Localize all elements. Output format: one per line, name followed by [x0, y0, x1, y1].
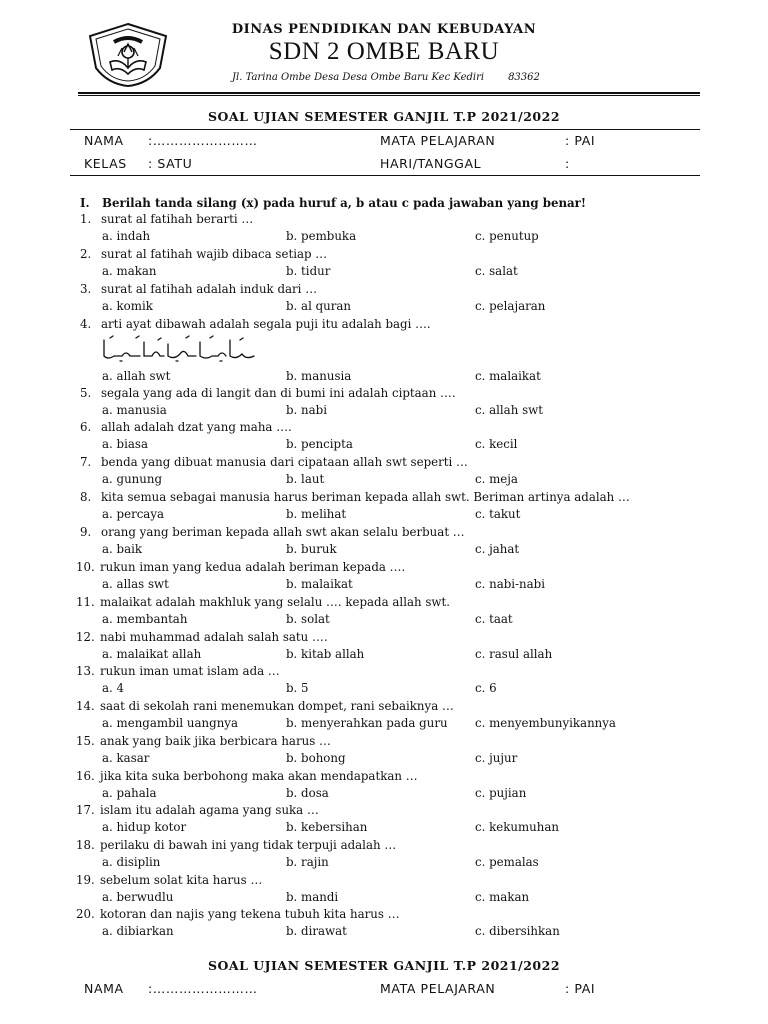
agency-name: DINAS PENDIDIKAN DAN KEBUDAYAN: [231, 22, 537, 37]
question-number: 11.: [76, 595, 95, 609]
option-a[interactable]: a. kasar: [102, 751, 150, 765]
option-b[interactable]: b. pencipta: [286, 437, 353, 451]
option-a[interactable]: a. disiplin: [102, 855, 161, 869]
option-b[interactable]: b. dosa: [286, 786, 329, 800]
option-c[interactable]: c. allah swt: [475, 403, 543, 417]
question-text: rukun iman yang kedua adalah beriman kepada ….: [100, 560, 406, 574]
question-number: 2.: [80, 247, 92, 261]
question-text: malaikat adalah makhluk yang selalu …. kepada allah swt.: [100, 595, 450, 609]
option-c[interactable]: c. kecil: [475, 437, 518, 451]
option-c[interactable]: c. makan: [475, 890, 530, 904]
question-number: 9.: [80, 525, 92, 539]
question-number: 17.: [76, 803, 95, 817]
option-c[interactable]: c. 6: [475, 681, 497, 695]
class-label: KELAS: [84, 156, 127, 171]
date-label: HARI/TANGGAL: [380, 156, 482, 171]
option-a[interactable]: a. baik: [102, 542, 143, 556]
question-number: 8.: [80, 490, 92, 504]
question-number: 7.: [80, 455, 92, 469]
option-a[interactable]: a. percaya: [102, 507, 165, 521]
option-a[interactable]: a. 4: [102, 681, 125, 695]
section-instruction: Berilah tanda silang (x) pada huruf a, b atau c pada jawaban yang benar!: [102, 196, 587, 210]
option-a[interactable]: a. dibiarkan: [102, 924, 174, 938]
option-c[interactable]: c. penutup: [475, 229, 539, 243]
option-c[interactable]: c. salat: [475, 264, 518, 278]
question-text: orang yang beriman kepada allah swt akan selalu berbuat …: [101, 525, 465, 539]
option-c[interactable]: c. jahat: [475, 542, 520, 556]
option-b[interactable]: b. manusia: [286, 369, 352, 383]
option-b[interactable]: b. laut: [286, 472, 325, 486]
question-number: 12.: [76, 630, 95, 644]
option-a[interactable]: a. indah: [102, 229, 151, 243]
date-field[interactable]: :: [565, 156, 570, 171]
option-b[interactable]: b. kitab allah: [286, 647, 365, 661]
question-text: anak yang baik jika berbicara harus …: [100, 734, 331, 748]
option-b[interactable]: b. rajin: [286, 855, 329, 869]
question-text: allah adalah dzat yang maha ….: [101, 420, 292, 434]
question-text: perilaku di bawah ini yang tidak terpuji adalah …: [100, 838, 397, 852]
option-a[interactable]: a. hidup kotor: [102, 820, 187, 834]
option-c[interactable]: c. pujian: [475, 786, 527, 800]
option-b[interactable]: b. menyerahkan pada guru: [286, 716, 448, 730]
question-text: segala yang ada di langit dan di bumi ini adalah ciptaan ….: [101, 386, 456, 400]
question-text: surat al fatihah berarti …: [101, 212, 254, 226]
option-a[interactable]: a. manusia: [102, 403, 167, 417]
option-c[interactable]: c. dibersihkan: [475, 924, 560, 938]
footer-name-label: NAMA: [84, 981, 124, 996]
arabic-verse-calligraphy: [100, 334, 260, 364]
option-a[interactable]: a. allas swt: [102, 577, 169, 591]
question-text: sebelum solat kita harus …: [100, 873, 263, 887]
question-number: 14.: [76, 699, 95, 713]
option-a[interactable]: a. makan: [102, 264, 157, 278]
option-b[interactable]: b. melihat: [286, 507, 347, 521]
option-b[interactable]: b. 5: [286, 681, 309, 695]
footer-subject-value: : PAI: [565, 981, 596, 996]
header-divider-thin: [78, 95, 700, 96]
exam-title: SOAL UJIAN SEMESTER GANJIL T.P 2021/2022: [207, 109, 561, 124]
class-value: : SATU: [148, 156, 193, 171]
subject-label: MATA PELAJARAN: [380, 133, 496, 148]
option-a[interactable]: a. komik: [102, 299, 153, 313]
question-number: 18.: [76, 838, 95, 852]
option-b[interactable]: b. solat: [286, 612, 330, 626]
question-number: 1.: [80, 212, 92, 226]
option-a[interactable]: a. berwudlu: [102, 890, 174, 904]
option-c[interactable]: c. pelajaran: [475, 299, 546, 313]
question-text: surat al fatihah wajib dibaca setiap …: [101, 247, 328, 261]
option-b[interactable]: b. kebersihan: [286, 820, 368, 834]
option-c[interactable]: c. malaikat: [475, 369, 541, 383]
question-number: 4.: [80, 317, 92, 331]
option-c[interactable]: c. nabi-nabi: [475, 577, 546, 591]
question-number: 13.: [76, 664, 95, 678]
question-number: 16.: [76, 769, 95, 783]
question-text: benda yang dibuat manusia dari cipataan allah swt seperti …: [101, 455, 468, 469]
question-text: kotoran dan najis yang tekena tubuh kita harus …: [100, 907, 400, 921]
option-b[interactable]: b. tidur: [286, 264, 331, 278]
name-label: NAMA: [84, 133, 124, 148]
option-c[interactable]: c. pemalas: [475, 855, 539, 869]
question-number: 15.: [76, 734, 95, 748]
name-field[interactable]: :……………………: [148, 133, 258, 148]
option-c[interactable]: c. taat: [475, 612, 513, 626]
option-c[interactable]: c. meja: [475, 472, 518, 486]
option-b[interactable]: b. dirawat: [286, 924, 347, 938]
option-b[interactable]: b. bohong: [286, 751, 346, 765]
school-address: Jl. Tarina Ombe Desa Desa Ombe Baru Kec Kediri 83362: [232, 72, 540, 83]
option-a[interactable]: a. allah swt: [102, 369, 171, 383]
option-a[interactable]: a. malaikat allah: [102, 647, 202, 661]
footer-exam-title: SOAL UJIAN SEMESTER GANJIL T.P 2021/2022: [207, 958, 561, 973]
footer-name-field[interactable]: :……………………: [148, 981, 258, 996]
question-number: 10.: [76, 560, 95, 574]
question-text: kita semua sebagai manusia harus beriman kepada allah swt. Beriman artinya adalah …: [101, 490, 630, 504]
info-bottom-rule: [70, 175, 700, 176]
option-b[interactable]: b. al quran: [286, 299, 352, 313]
option-c[interactable]: c. jujur: [475, 751, 518, 765]
option-c[interactable]: c. kekumuhan: [475, 820, 559, 834]
option-c[interactable]: c. menyembunyikannya: [475, 716, 616, 730]
info-top-rule: [70, 129, 700, 130]
option-a[interactable]: a. pahala: [102, 786, 157, 800]
question-text: islam itu adalah agama yang suka …: [100, 803, 319, 817]
question-text: nabi muhammad adalah salah satu ….: [100, 630, 328, 644]
footer-subject-label: MATA PELAJARAN: [380, 981, 496, 996]
question-text: arti ayat dibawah adalah segala puji itu adalah bagi ….: [101, 317, 431, 331]
question-number: 3.: [80, 282, 92, 296]
option-b[interactable]: b. mandi: [286, 890, 339, 904]
option-a[interactable]: a. membantah: [102, 612, 188, 626]
option-a[interactable]: a. biasa: [102, 437, 148, 451]
option-b[interactable]: b. buruk: [286, 542, 337, 556]
question-text: rukun iman umat islam ada …: [100, 664, 280, 678]
school-name: SDN 2 OMBE BARU: [268, 38, 500, 65]
option-b[interactable]: b. malaikat: [286, 577, 353, 591]
option-c[interactable]: c. takut: [475, 507, 521, 521]
header-divider: [78, 92, 700, 94]
question-number: 6.: [80, 420, 92, 434]
question-number: 20.: [76, 907, 95, 921]
question-text: jika kita suka berbohong maka akan mendapatkan …: [100, 769, 418, 783]
question-text: saat di sekolah rani menemukan dompet, rani sebaiknya …: [100, 699, 454, 713]
section-number: I.: [80, 196, 90, 210]
question-number: 19.: [76, 873, 95, 887]
option-a[interactable]: a. gunung: [102, 472, 163, 486]
subject-value: : PAI: [565, 133, 596, 148]
option-b[interactable]: b. pembuka: [286, 229, 357, 243]
option-b[interactable]: b. nabi: [286, 403, 328, 417]
postal-code: 83362: [508, 72, 540, 83]
question-text: surat al fatihah adalah induk dari …: [101, 282, 317, 296]
question-number: 5.: [80, 386, 92, 400]
option-c[interactable]: c. rasul allah: [475, 647, 553, 661]
option-a[interactable]: a. mengambil uangnya: [102, 716, 238, 730]
